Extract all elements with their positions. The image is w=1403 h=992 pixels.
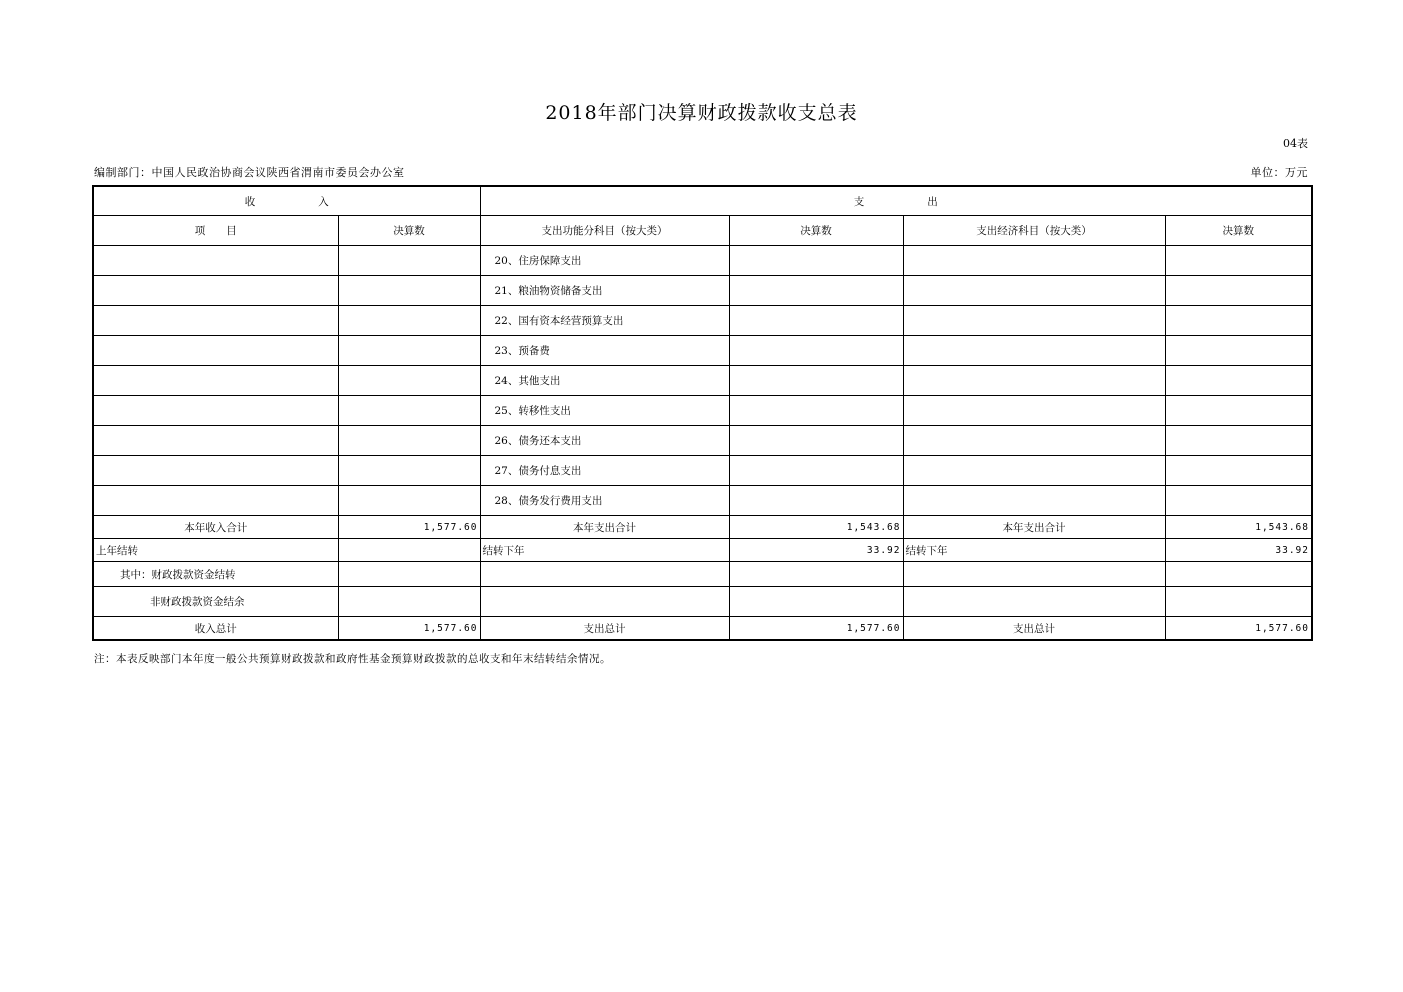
func-subject-cell: 23、预备费: [480, 336, 729, 366]
finance-summary-table: [92, 185, 1313, 641]
table-row: [93, 336, 1312, 366]
table-row: [93, 306, 1312, 336]
func-total-value: 1,543.68: [729, 516, 903, 539]
income-amount-cell: [338, 306, 480, 336]
income-item-cell: [93, 456, 338, 486]
income-item-cell: [93, 396, 338, 426]
func-subject-cell: 24、其他支出: [480, 366, 729, 396]
col-header-econ-subject: 支出经济科目（按大类）: [903, 216, 1165, 246]
income-amount-cell: [338, 246, 480, 276]
income-total-label: 本年收入合计: [93, 516, 338, 539]
income-item-cell: [93, 306, 338, 336]
non-fiscal-balance-value: [338, 587, 480, 617]
func-carry-label: 结转下年: [480, 539, 729, 562]
func-subject-cell: 26、债务还本支出: [480, 426, 729, 456]
func-subject-cell: 28、债务发行费用支出: [480, 486, 729, 516]
empty-cell: [480, 562, 729, 587]
income-amount-cell: [338, 336, 480, 366]
econ-subject-cell: [903, 336, 1165, 366]
econ-amount-cell: [1165, 336, 1312, 366]
col-header-econ-amount: 决算数: [1165, 216, 1312, 246]
prior-year-carry-value: [338, 539, 480, 562]
econ-amount-cell: [1165, 306, 1312, 336]
income-item-cell: [93, 426, 338, 456]
func-subject-cell: 22、国有资本经营预算支出: [480, 306, 729, 336]
func-amount-cell: [729, 366, 903, 396]
col-header-income-amount: 决算数: [338, 216, 480, 246]
econ-amount-cell: [1165, 246, 1312, 276]
econ-amount-cell: [1165, 276, 1312, 306]
income-amount-cell: [338, 426, 480, 456]
func-amount-cell: [729, 426, 903, 456]
empty-cell: [1165, 562, 1312, 587]
income-amount-cell: [338, 396, 480, 426]
header-row-columns: [93, 216, 1312, 246]
func-total-label: 本年支出合计: [480, 516, 729, 539]
func-amount-cell: [729, 306, 903, 336]
empty-cell: [729, 587, 903, 617]
func-subject-cell: 20、住房保障支出: [480, 246, 729, 276]
func-amount-cell: [729, 456, 903, 486]
fiscal-carry-label: 其中：财政拨款资金结转: [93, 562, 338, 587]
expense-header: 支 出: [480, 186, 1312, 216]
fiscal-carry-value: [338, 562, 480, 587]
income-total-value: 1,577.60: [338, 516, 480, 539]
table-row: [93, 276, 1312, 306]
econ-subject-cell: [903, 456, 1165, 486]
econ-amount-cell: [1165, 486, 1312, 516]
econ-amount-cell: [1165, 396, 1312, 426]
income-header: 收 入: [93, 186, 480, 216]
footnote: 注：本表反映部门本年度一般公共预算财政拨款和政府性基金预算财政拨款的总收支和年末结转结余情况。: [94, 653, 611, 665]
empty-cell: [480, 587, 729, 617]
func-amount-cell: [729, 396, 903, 426]
table-row: [93, 456, 1312, 486]
carry-over-row: [93, 539, 1312, 562]
econ-subject-cell: [903, 306, 1165, 336]
func-grand-total-label: 支出总计: [480, 617, 729, 641]
func-subject-cell: 27、债务付息支出: [480, 456, 729, 486]
econ-subject-cell: [903, 366, 1165, 396]
table-row: [93, 396, 1312, 426]
col-header-item: 项 目: [93, 216, 338, 246]
non-fiscal-balance-row: [93, 587, 1312, 617]
fiscal-carry-row: [93, 562, 1312, 587]
func-grand-total-value: 1,577.60: [729, 617, 903, 641]
table-row: [93, 486, 1312, 516]
empty-cell: [1165, 587, 1312, 617]
econ-subject-cell: [903, 246, 1165, 276]
func-amount-cell: [729, 486, 903, 516]
table-row: [93, 426, 1312, 456]
empty-cell: [903, 562, 1165, 587]
econ-grand-total-value: 1,577.60: [1165, 617, 1312, 641]
econ-carry-value: 33.92: [1165, 539, 1312, 562]
econ-total-label: 本年支出合计: [903, 516, 1165, 539]
func-amount-cell: [729, 276, 903, 306]
income-item-cell: [93, 246, 338, 276]
func-subject-cell: 21、粮油物资储备支出: [480, 276, 729, 306]
form-number: 04表: [1283, 137, 1308, 150]
header-row-group: [93, 186, 1312, 216]
econ-subject-cell: [903, 486, 1165, 516]
econ-amount-cell: [1165, 426, 1312, 456]
income-item-cell: [93, 276, 338, 306]
empty-cell: [729, 562, 903, 587]
func-carry-value: 33.92: [729, 539, 903, 562]
empty-cell: [903, 587, 1165, 617]
econ-carry-label: 结转下年: [903, 539, 1165, 562]
col-header-func-subject: 支出功能分科目（按大类）: [480, 216, 729, 246]
income-amount-cell: [338, 456, 480, 486]
func-amount-cell: [729, 336, 903, 366]
col-header-func-amount: 决算数: [729, 216, 903, 246]
income-grand-total-label: 收入总计: [93, 617, 338, 641]
econ-subject-cell: [903, 276, 1165, 306]
econ-subject-cell: [903, 396, 1165, 426]
table-row: [93, 246, 1312, 276]
income-amount-cell: [338, 276, 480, 306]
table-row: [93, 366, 1312, 396]
year-total-row: [93, 516, 1312, 539]
func-subject-cell: 25、转移性支出: [480, 396, 729, 426]
econ-subject-cell: [903, 426, 1165, 456]
func-amount-cell: [729, 246, 903, 276]
prior-year-carry-label: 上年结转: [93, 539, 338, 562]
department-label: 编制部门：中国人民政治协商会议陕西省渭南市委员会办公室: [94, 166, 405, 179]
econ-total-value: 1,543.68: [1165, 516, 1312, 539]
unit-label: 单位：万元: [1250, 166, 1308, 179]
econ-grand-total-label: 支出总计: [903, 617, 1165, 641]
income-amount-cell: [338, 486, 480, 516]
econ-amount-cell: [1165, 366, 1312, 396]
grand-total-row: [93, 617, 1312, 641]
econ-amount-cell: [1165, 456, 1312, 486]
income-item-cell: [93, 486, 338, 516]
income-amount-cell: [338, 366, 480, 396]
report-title: 2018年部门决算财政拨款收支总表: [545, 102, 858, 124]
income-item-cell: [93, 366, 338, 396]
income-item-cell: [93, 336, 338, 366]
non-fiscal-balance-label: 非财政拨款资金结余: [93, 587, 338, 617]
income-grand-total-value: 1,577.60: [338, 617, 480, 641]
